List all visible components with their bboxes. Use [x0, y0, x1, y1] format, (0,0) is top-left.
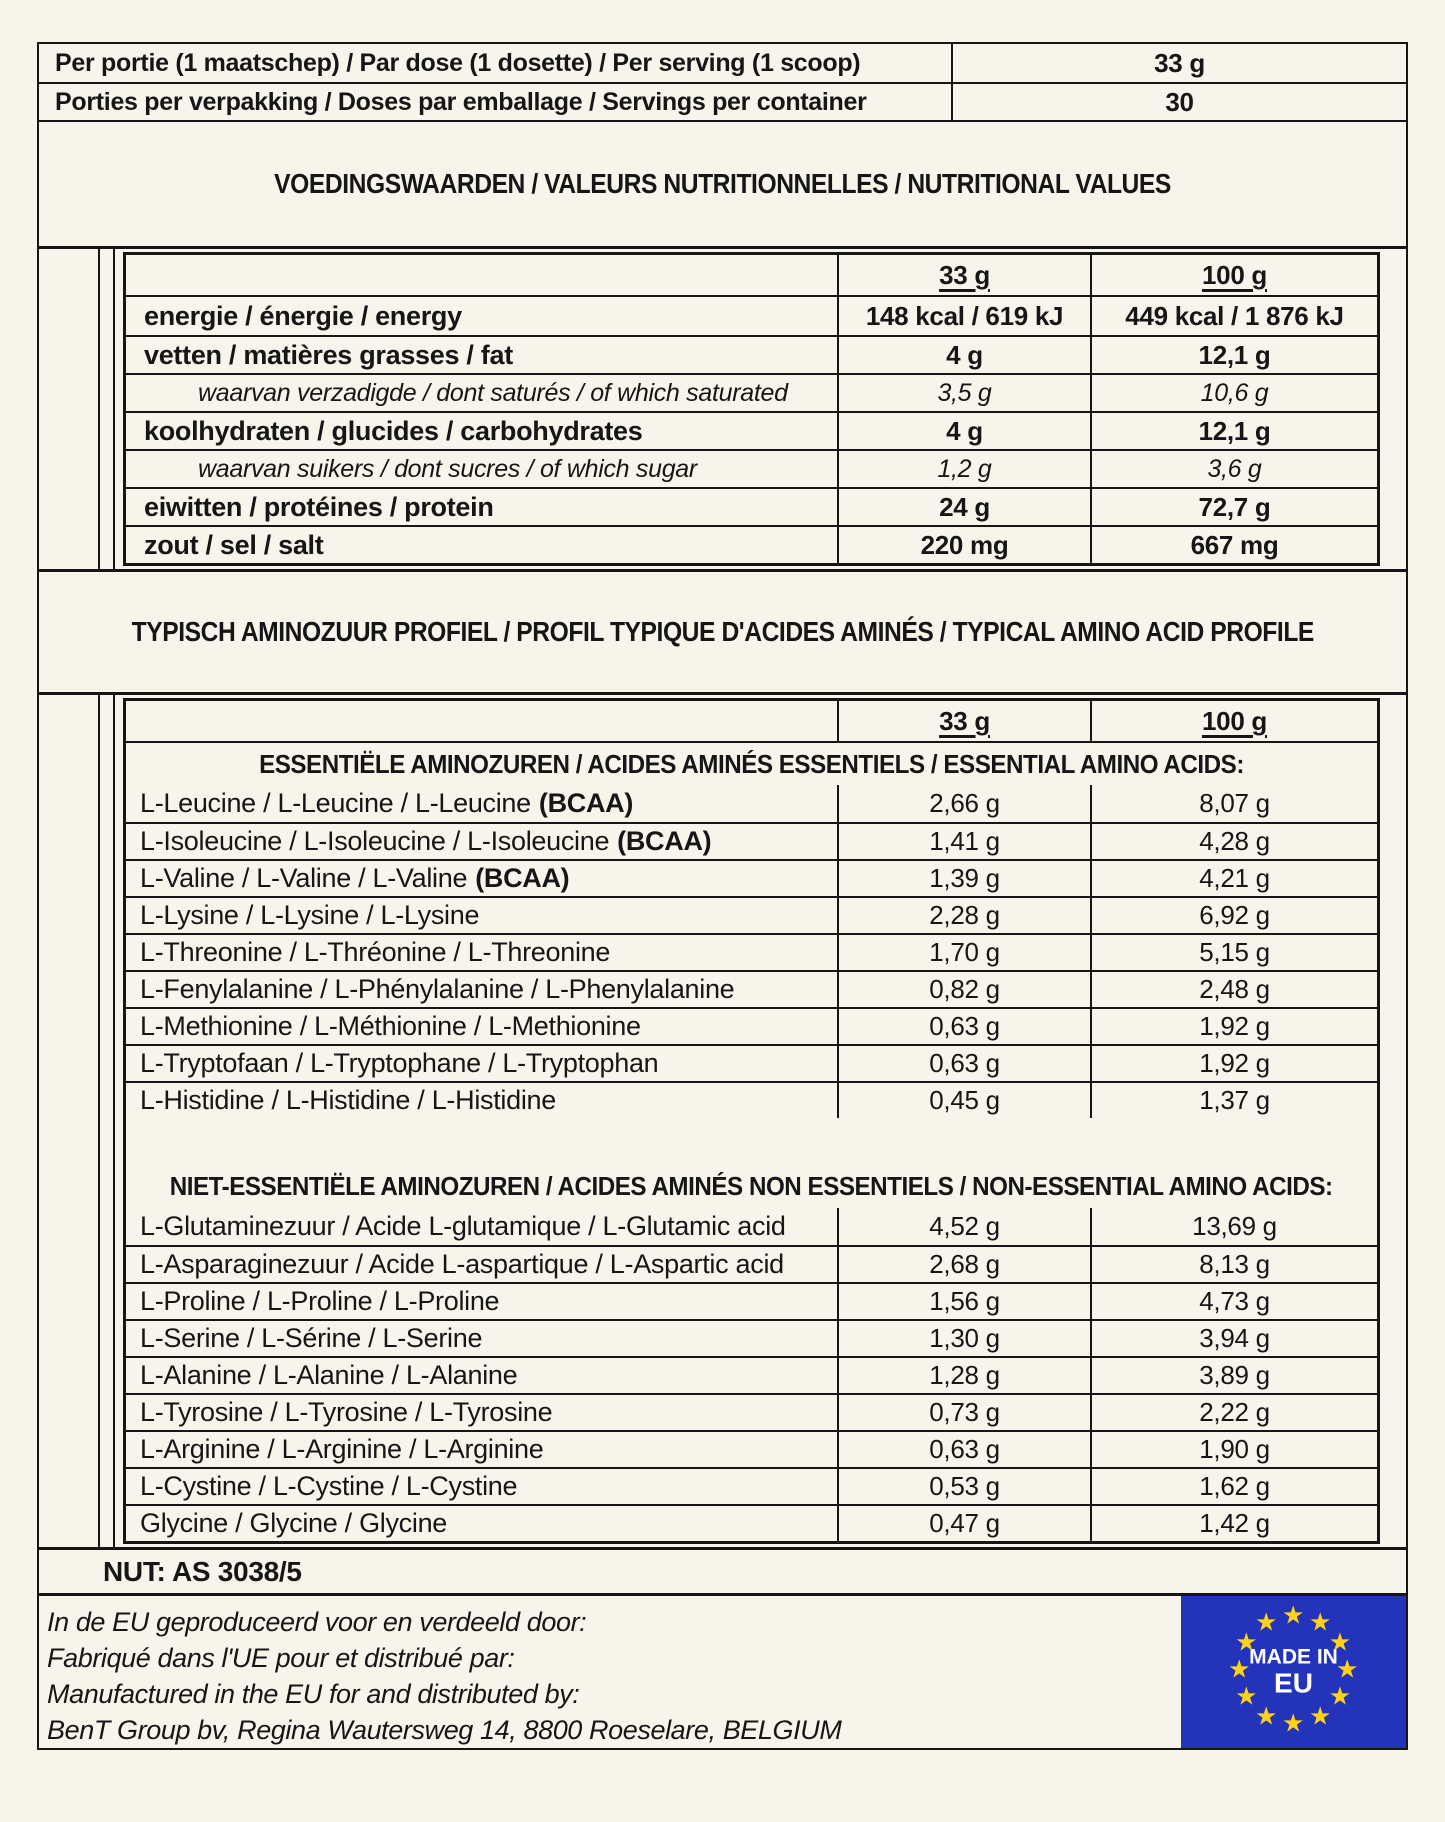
- nutrition-header-empty-cell: [126, 255, 839, 295]
- nutrient-name: eiwitten / protéines / protein: [126, 489, 839, 525]
- serving-size-label: Per portie (1 maatschep) / Par dose (1 dosette) / Per serving (1 scoop): [55, 48, 861, 77]
- amino-title: TYPISCH AMINOZUUR PROFIEL / PROFIL TYPIQUE D'ACIDES AMINÉS / TYPICAL AMINO ACID PROFILE: [131, 616, 1314, 647]
- spine-line: [98, 249, 100, 569]
- nutrient-name: energie / énergie / energy: [126, 297, 839, 335]
- servings-per-container-row: [39, 82, 1406, 120]
- amino-acid-row: [126, 1007, 1377, 1044]
- amino-value-33g: 0,73 g: [839, 1395, 1092, 1430]
- col-header-33g: 33 g: [839, 255, 1092, 295]
- amino-title-box: [39, 572, 1406, 692]
- amino-value-33g: 1,28 g: [839, 1358, 1092, 1393]
- amino-value-100g: 3,89 g: [1199, 1360, 1270, 1390]
- amino-value-100g: 2,48 g: [1199, 974, 1270, 1004]
- amino-acid-name: L-Proline / L-Proline / L-Proline: [126, 1284, 839, 1319]
- amino-acid-name: L-Tryptofaan / L-Tryptophane / L-Tryptophan: [126, 1046, 839, 1081]
- spine-line: [113, 695, 115, 1547]
- col-header-100g: 100 g: [1202, 259, 1267, 290]
- amino-acid-row: [126, 970, 1377, 1007]
- amino-acid-row: [126, 1356, 1377, 1393]
- amino-value-100g: 8,13 g: [1199, 1249, 1270, 1279]
- col-header-100g: 100 g: [1202, 705, 1267, 736]
- eu-star-icon: ★: [1308, 1702, 1332, 1731]
- manufacturer-line-nl: In de EU geproduceerd voor en verdeeld door:: [47, 1607, 587, 1637]
- amino-acid-name: L-Arginine / L-Arginine / L-Arginine: [126, 1432, 839, 1467]
- essential-amino-header-text: ESSENTIËLE AMINOZUREN / ACIDES AMINÉS ESSENTIELS / ESSENTIAL AMINO ACIDS:: [259, 748, 1244, 779]
- essential-amino-header: [126, 741, 1377, 785]
- amino-section: [39, 692, 1406, 1550]
- amino-acid-row: [126, 785, 1377, 822]
- amino-acid-name: L-Valine / L-Valine / L-Valine (BCAA): [126, 861, 839, 896]
- amino-acid-name: L-Lysine / L-Lysine / L-Lysine: [126, 898, 839, 933]
- essential-amino-rows: [126, 785, 1377, 1118]
- amino-value-100g: 1,90 g: [1199, 1434, 1270, 1464]
- serving-info-table: [39, 44, 1406, 122]
- amino-acid-name: L-Histidine / L-Histidine / L-Histidine: [126, 1083, 839, 1118]
- amino-acid-name: L-Isoleucine / L-Isoleucine / L-Isoleucine (BCAA): [126, 824, 839, 859]
- eu-star-icon: ★: [1254, 1608, 1278, 1637]
- nutrient-value-100g: 3,6 g: [1207, 454, 1262, 483]
- amino-value-33g: 0,47 g: [839, 1506, 1092, 1541]
- made-in-label: MADE IN: [1249, 1645, 1338, 1669]
- amino-value-33g: 0,45 g: [839, 1083, 1092, 1118]
- spine-line: [98, 695, 100, 1547]
- amino-value-33g: 1,70 g: [839, 935, 1092, 970]
- nutrient-value-33g: 24 g: [839, 489, 1092, 525]
- amino-table: [123, 698, 1380, 1544]
- amino-acid-name: L-Serine / L-Sérine / L-Serine: [126, 1321, 839, 1356]
- eu-star-icon: ★: [1235, 1628, 1258, 1657]
- amino-value-100g: 1,62 g: [1199, 1471, 1270, 1501]
- amino-value-33g: 0,63 g: [839, 1046, 1092, 1081]
- amino-acid-row: [126, 1282, 1377, 1319]
- amino-value-33g: 0,53 g: [839, 1469, 1092, 1504]
- amino-acid-name: L-Fenylalanine / L-Phénylalanine / L-Phenylalanine: [126, 972, 839, 1007]
- nutrient-name: zout / sel / salt: [126, 527, 839, 563]
- amino-value-100g: 1,42 g: [1199, 1508, 1270, 1538]
- amino-value-100g: 2,22 g: [1199, 1397, 1270, 1427]
- amino-value-100g: 13,69 g: [1192, 1211, 1277, 1241]
- nutrition-table: [123, 252, 1380, 566]
- manufacturer-box: [39, 1596, 1406, 1748]
- nutrient-name: koolhydraten / glucides / carbohydrates: [126, 413, 839, 449]
- non-essential-amino-header: [126, 1164, 1377, 1208]
- amino-acid-row: [126, 1081, 1377, 1118]
- amino-value-100g: 1,92 g: [1199, 1011, 1270, 1041]
- amino-acid-name: L-Threonine / L-Thréonine / L-Threonine: [126, 935, 839, 970]
- bcaa-tag: (BCAA): [617, 826, 712, 856]
- amino-value-33g: 4,52 g: [839, 1208, 1092, 1245]
- servings-per-container-label: Porties per verpakking / Doses par emballage / Servings per container: [55, 87, 867, 116]
- amino-value-100g: 3,94 g: [1199, 1323, 1270, 1353]
- amino-acid-name: L-Asparaginezuur / Acide L-aspartique / L-Aspartic acid: [126, 1247, 839, 1282]
- eu-star-icon: ★: [1328, 1628, 1351, 1657]
- eu-label: EU: [1274, 1667, 1313, 1699]
- non-essential-amino-header-text: NIET-ESSENTIËLE AMINOZUREN / ACIDES AMINÉS NON ESSENTIELS / NON-ESSENTIAL AMINO ACIDS:: [170, 1170, 1333, 1201]
- amino-acid-row: [126, 933, 1377, 970]
- amino-value-33g: 2,68 g: [839, 1247, 1092, 1282]
- nutrient-value-100g: 12,1 g: [1198, 339, 1271, 370]
- amino-acid-row: [126, 1504, 1377, 1541]
- col-header-33g: 33 g: [839, 701, 1092, 741]
- amino-acid-row: [126, 822, 1377, 859]
- amino-acid-row: [126, 1245, 1377, 1282]
- amino-acid-row: [126, 859, 1377, 896]
- amino-acid-row: [126, 1319, 1377, 1356]
- amino-acid-row: [126, 896, 1377, 933]
- manufacturer-address: BenT Group bv, Regina Wautersweg 14, 8800 Roeselare, BELGIUM: [47, 1715, 842, 1745]
- nutrient-name: waarvan verzadigde / dont saturés / of which saturated: [126, 375, 839, 411]
- amino-value-33g: 0,82 g: [839, 972, 1092, 1007]
- amino-value-100g: 6,92 g: [1199, 900, 1270, 930]
- nut-code-row: [39, 1550, 1406, 1596]
- nutrient-value-33g: 148 kcal / 619 kJ: [839, 297, 1092, 335]
- nutrient-name: vetten / matières grasses / fat: [126, 337, 839, 373]
- amino-value-33g: 2,28 g: [839, 898, 1092, 933]
- nutrition-table-row: [126, 525, 1377, 563]
- nutrient-value-100g: 72,7 g: [1198, 491, 1271, 522]
- amino-acid-name: L-Cystine / L-Cystine / L-Cystine: [126, 1469, 839, 1504]
- amino-value-33g: 0,63 g: [839, 1432, 1092, 1467]
- nutrient-value-33g: 1,2 g: [839, 451, 1092, 487]
- amino-acid-row: [126, 1430, 1377, 1467]
- amino-acid-row: [126, 1044, 1377, 1081]
- amino-acid-name: L-Leucine / L-Leucine / L-Leucine (BCAA): [126, 785, 839, 822]
- amino-value-100g: 4,73 g: [1199, 1286, 1270, 1316]
- nutrition-label-sheet: [37, 42, 1408, 1750]
- bcaa-tag: (BCAA): [475, 863, 570, 893]
- eu-star-icon: ★: [1235, 1682, 1258, 1711]
- amino-value-100g: 1,37 g: [1199, 1085, 1270, 1115]
- amino-acid-name: L-Tyrosine / L-Tyrosine / L-Tyrosine: [126, 1395, 839, 1430]
- made-in-eu-text: [1181, 1646, 1406, 1697]
- amino-value-100g: 4,21 g: [1199, 863, 1270, 893]
- eu-star-icon: ★: [1328, 1682, 1351, 1711]
- nutrient-value-100g: 449 kcal / 1 876 kJ: [1125, 300, 1344, 331]
- eu-star-icon: ★: [1308, 1608, 1332, 1637]
- amino-value-33g: 1,41 g: [839, 824, 1092, 859]
- amino-value-33g: 1,39 g: [839, 861, 1092, 896]
- nutrient-name: waarvan suikers / dont sucres / of which sugar: [126, 451, 839, 487]
- nut-code: NUT: AS 3038/5: [103, 1555, 302, 1587]
- nutrition-table-rows: [126, 295, 1377, 563]
- amino-acid-row: [126, 1467, 1377, 1504]
- amino-acid-name: Glycine / Glycine / Glycine: [126, 1506, 839, 1541]
- manufacturer-line-fr: Fabriqué dans l'UE pour et distribué par:: [47, 1643, 515, 1673]
- amino-header-empty-cell: [126, 701, 839, 741]
- nutrient-value-33g: 220 mg: [839, 527, 1092, 563]
- amino-table-header-row: [126, 701, 1377, 741]
- amino-value-33g: 2,66 g: [839, 785, 1092, 822]
- non-essential-amino-rows: [126, 1208, 1377, 1541]
- eu-star-icon: ★: [1254, 1702, 1278, 1731]
- amino-acid-name: L-Methionine / L-Méthionine / L-Methionine: [126, 1009, 839, 1044]
- nutrition-section: [39, 246, 1406, 572]
- amino-value-33g: 0,63 g: [839, 1009, 1092, 1044]
- amino-value-100g: 4,28 g: [1199, 826, 1270, 856]
- amino-value-100g: 8,07 g: [1199, 788, 1270, 818]
- amino-acid-name: L-Alanine / L-Alanine / L-Alanine: [126, 1358, 839, 1393]
- manufacturer-lines: [39, 1596, 1181, 1748]
- bcaa-tag: (BCAA): [538, 788, 634, 818]
- amino-value-33g: 1,56 g: [839, 1284, 1092, 1319]
- servings-per-container-value: 30: [951, 84, 1406, 120]
- nutrient-value-33g: 3,5 g: [839, 375, 1092, 411]
- nutrition-title-box: [39, 122, 1406, 246]
- eu-star-icon: ★: [1281, 1601, 1305, 1630]
- amino-spacer-row: [126, 1118, 1377, 1164]
- amino-acid-row: [126, 1393, 1377, 1430]
- eu-star-icon: ★: [1281, 1709, 1305, 1738]
- nutrition-table-row: [126, 297, 1377, 335]
- nutrient-value-33g: 4 g: [839, 413, 1092, 449]
- eu-star-icon: ★: [1335, 1655, 1359, 1684]
- spine-line: [113, 249, 115, 569]
- nutrition-table-header-row: [126, 255, 1377, 295]
- eu-star-icon: ★: [1227, 1655, 1251, 1684]
- nutrient-value-100g: 10,6 g: [1200, 378, 1269, 407]
- nutrition-table-row: [126, 411, 1377, 449]
- amino-value-100g: 1,92 g: [1199, 1048, 1270, 1078]
- made-in-eu-logo: [1181, 1596, 1406, 1748]
- nutrient-value-100g: 12,1 g: [1198, 415, 1271, 446]
- amino-acid-name: L-Glutaminezuur / Acide L-glutamique / L-Glutamic acid: [126, 1208, 839, 1245]
- amino-acid-row: [126, 1208, 1377, 1245]
- nutrition-table-row: [126, 373, 1377, 411]
- nutrition-table-row: [126, 335, 1377, 373]
- amino-value-100g: 5,15 g: [1199, 937, 1270, 967]
- nutrition-table-row: [126, 487, 1377, 525]
- nutrient-value-33g: 4 g: [839, 337, 1092, 373]
- nutrition-table-row: [126, 449, 1377, 487]
- serving-size-row: [39, 44, 1406, 82]
- serving-size-value: 33 g: [951, 44, 1406, 82]
- nutrient-value-100g: 667 mg: [1190, 529, 1279, 560]
- nutrition-title: VOEDINGSWAARDEN / VALEURS NUTRITIONNELLES / NUTRITIONAL VALUES: [274, 168, 1171, 199]
- amino-value-33g: 1,30 g: [839, 1321, 1092, 1356]
- manufacturer-line-en: Manufactured in the EU for and distributed by:: [47, 1679, 580, 1709]
